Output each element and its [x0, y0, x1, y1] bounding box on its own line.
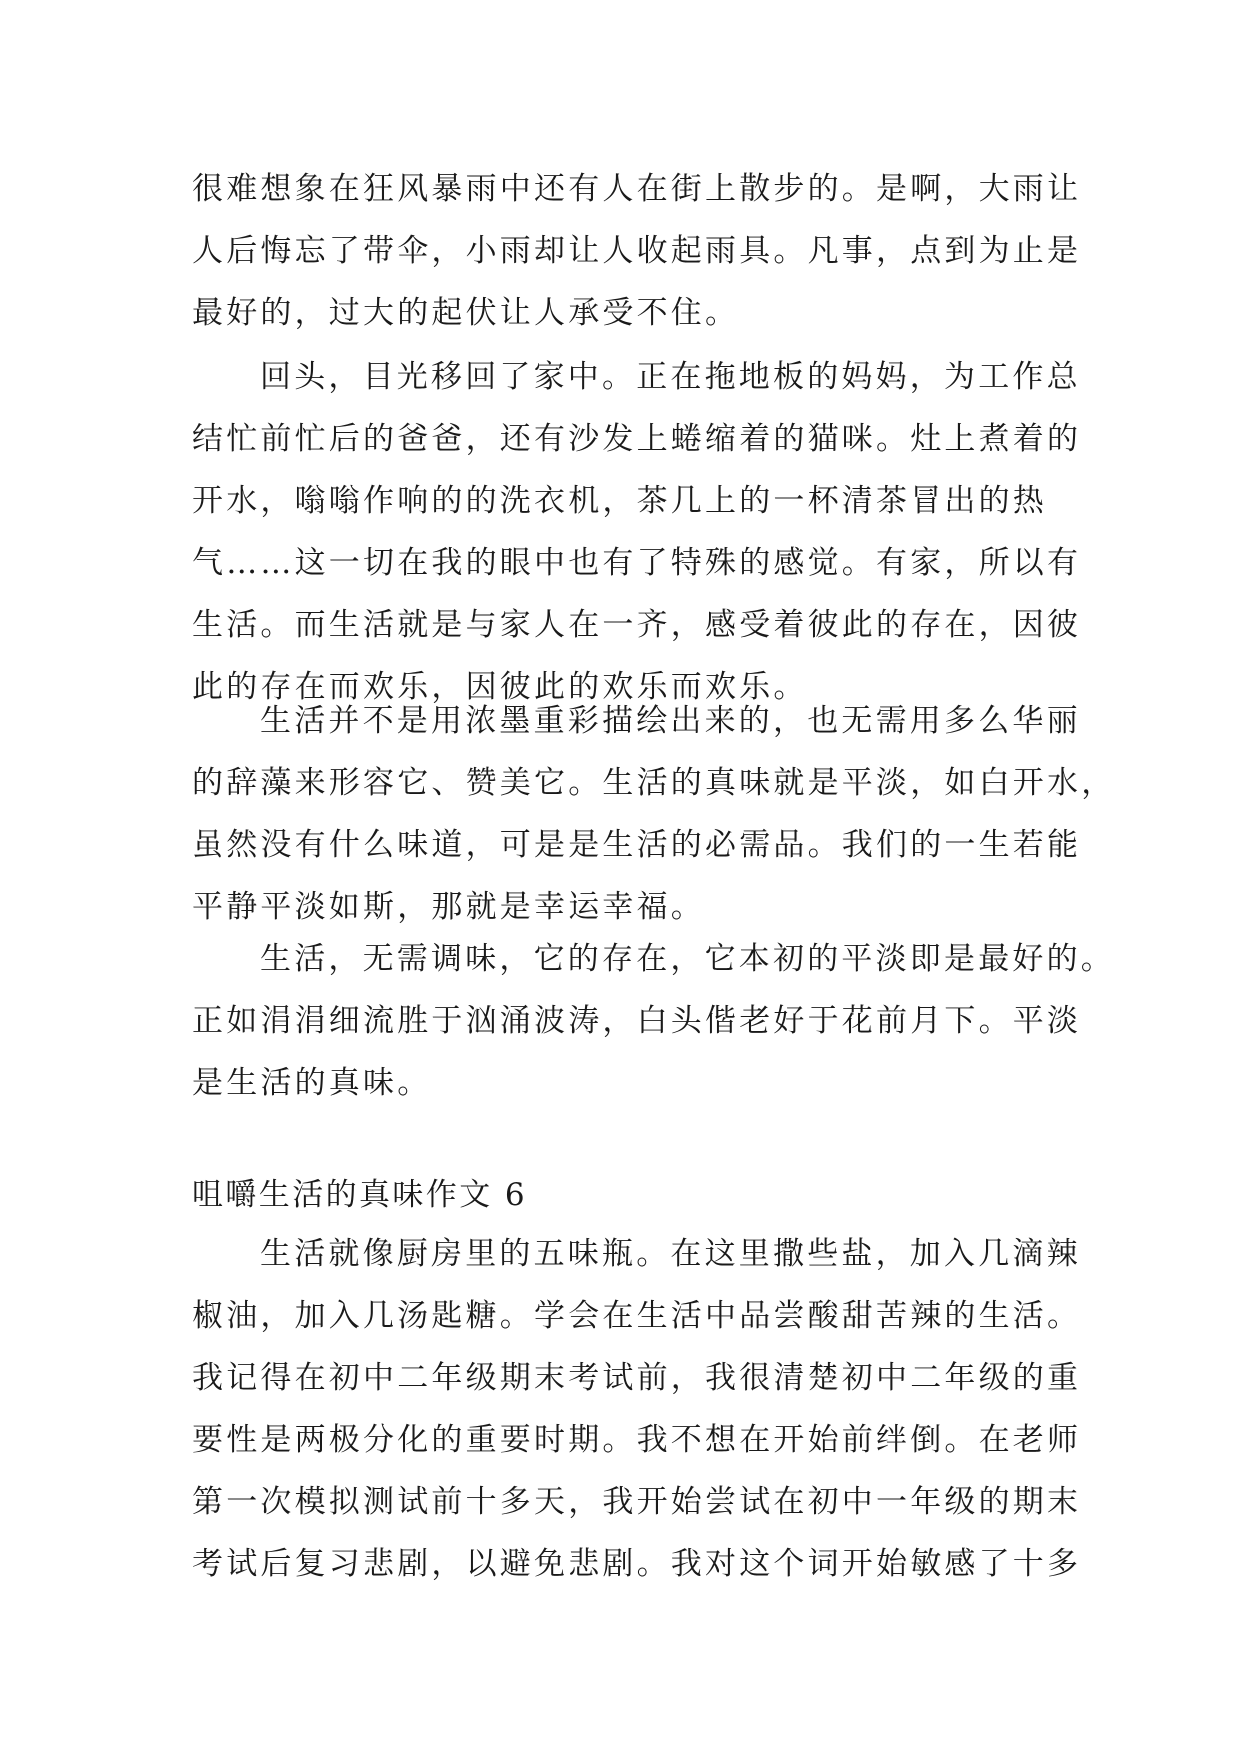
- text-line: 结忙前忙后的爸爸，还有沙发上蜷缩着的猫咪。灶上煮着的: [192, 421, 1082, 457]
- paragraph-2: [192, 346, 1082, 718]
- text-line: 此的存在而欢乐，因彼此的欢乐而欢乐。: [192, 669, 808, 705]
- text-line: 开水，嗡嗡作响的的洗衣机，茶几上的一杯清茶冒出的热: [192, 483, 1047, 519]
- text-line: 的辞藻来形容它、赞美它。生活的真味就是平淡，如白开水，: [192, 765, 1116, 801]
- section-heading: [192, 1164, 1062, 1226]
- paragraph-5: [192, 1223, 1082, 1595]
- text-line: 要性是两极分化的重要时期。我不想在开始前绊倒。在老师: [192, 1422, 1082, 1458]
- text-line: 很难想象在狂风暴雨中还有人在街上散步的。是啊，大雨让: [192, 171, 1082, 207]
- text-line: 我记得在初中二年级期末考试前，我很清楚初中二年级的重: [192, 1360, 1082, 1396]
- paragraph-4: [192, 928, 1115, 1114]
- text-line: 人后悔忘了带伞，小雨却让人收起雨具。凡事，点到为止是: [192, 233, 1082, 269]
- text-line: 生活，无需调味，它的存在，它本初的平淡即是最好的。: [260, 941, 1115, 977]
- text-line: 生活就像厨房里的五味瓶。在这里撒些盐，加入几滴辣: [260, 1236, 1081, 1272]
- text-line: 第一次模拟测试前十多天，我开始尝试在初中一年级的期末: [192, 1484, 1082, 1520]
- text-line: 生活。而生活就是与家人在一齐，感受着彼此的存在，因彼: [192, 607, 1082, 643]
- section-heading-text: 咀嚼生活的真味作文 6: [192, 1177, 527, 1213]
- text-line: 平静平淡如斯，那就是幸运幸福。: [192, 889, 705, 925]
- paragraph-3: [192, 690, 1116, 938]
- text-line: 最好的，过大的起伏让人承受不住。: [192, 295, 740, 331]
- text-line: 是生活的真味。: [192, 1065, 432, 1101]
- paragraph-1: [192, 158, 1082, 344]
- text-line: 回头，目光移回了家中。正在拖地板的妈妈，为工作总: [260, 359, 1081, 395]
- text-line: 生活并不是用浓墨重彩描绘出来的，也无需用多么华丽: [260, 703, 1081, 739]
- text-line: 正如涓涓细流胜于汹涌波涛，白头偕老好于花前月下。平淡: [192, 1003, 1082, 1039]
- text-line: 气……这一切在我的眼中也有了特殊的感觉。有家，所以有: [192, 545, 1082, 581]
- text-line: 虽然没有什么味道，可是是生活的必需品。我们的一生若能: [192, 827, 1082, 863]
- text-line: 考试后复习悲剧，以避免悲剧。我对这个词开始敏感了十多: [192, 1546, 1082, 1582]
- text-line: 椒油，加入几汤匙糖。学会在生活中品尝酸甜苦辣的生活。: [192, 1298, 1082, 1334]
